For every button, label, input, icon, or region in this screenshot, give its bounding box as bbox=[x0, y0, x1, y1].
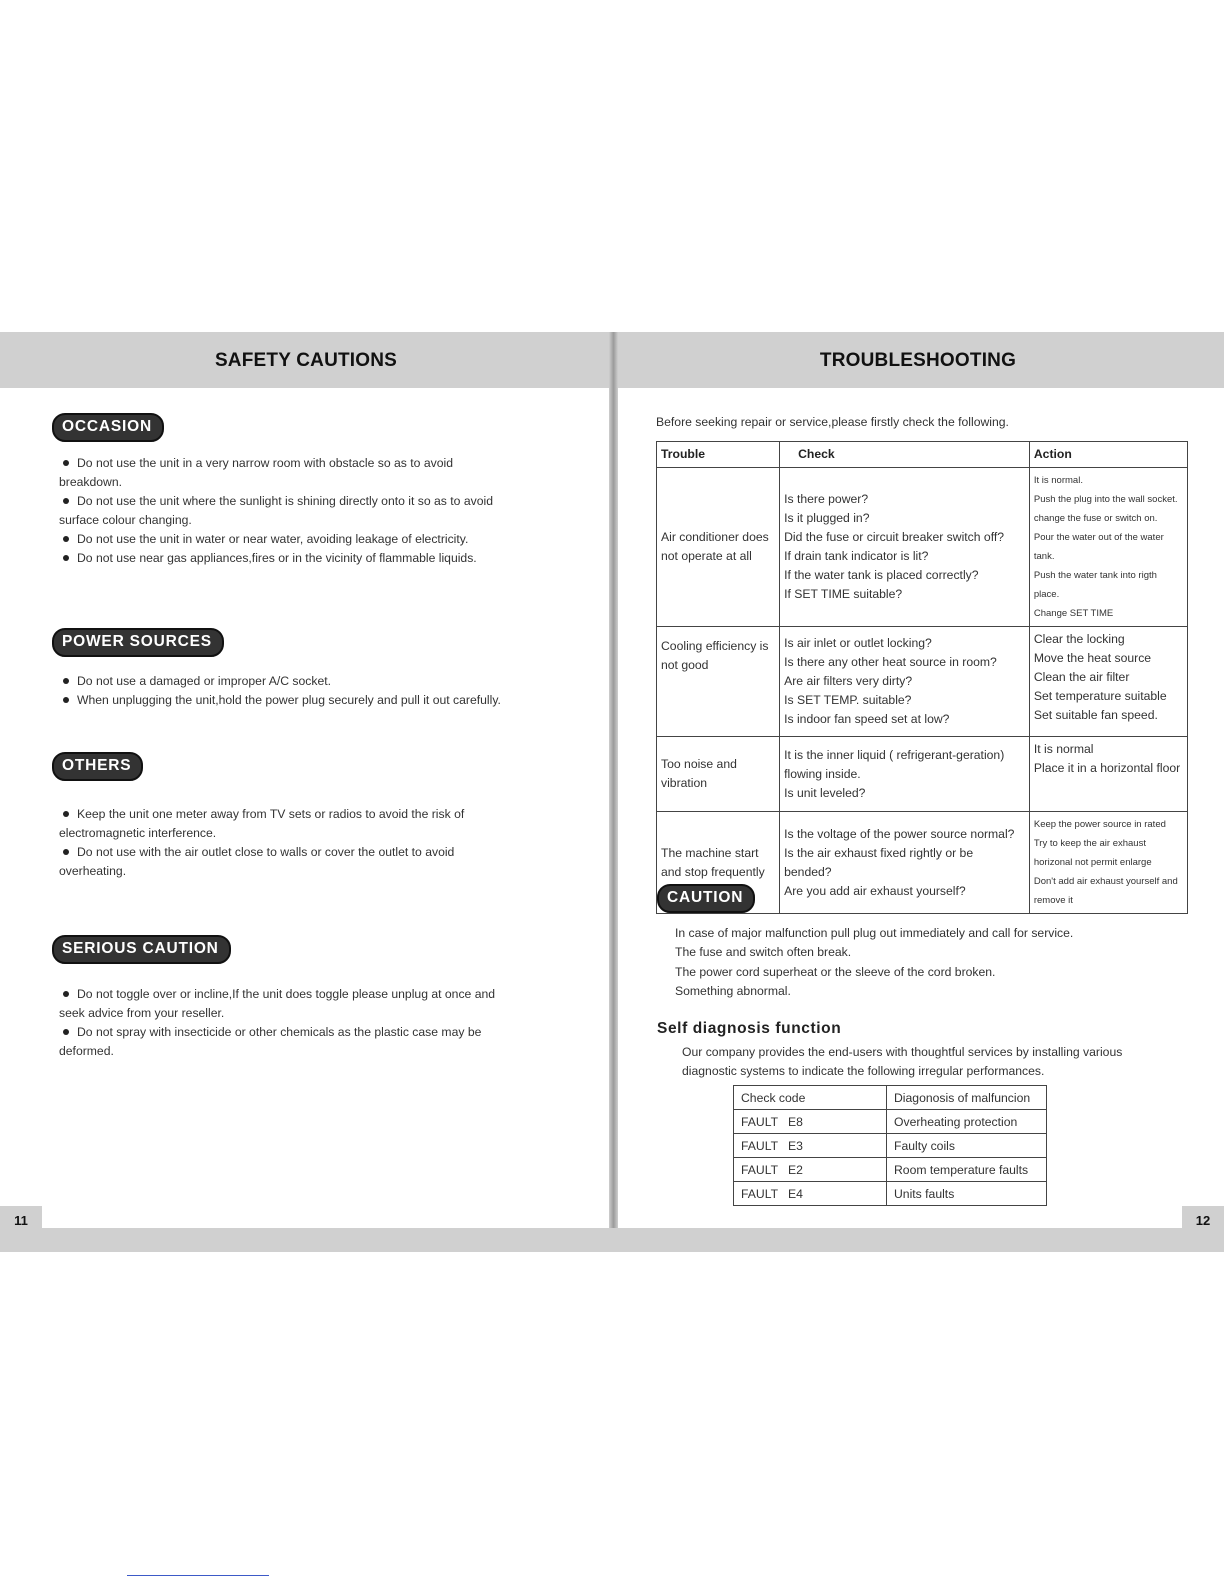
fault-code: FAULT E4 bbox=[734, 1182, 887, 1206]
self-diagnosis-title: Self diagnosis function bbox=[657, 1020, 842, 1037]
action-cell: Keep the power source in rated Try to keep the air exhaust horizonal not permit enlarge Don't add air exhaust yourself and remove it bbox=[1029, 812, 1187, 914]
trouble-cell: Too noise and vibration bbox=[657, 737, 780, 812]
check-cell: Is there power? Is it plugged in? Did the fuse or circuit breaker switch off? If drain tank indicator is lit? If the water tank is placed correctly? If SET TIME suitable? bbox=[780, 468, 1030, 627]
list-item: Do not use a damaged or improper A/C socket. bbox=[59, 672, 509, 691]
troubleshooting-intro: Before seeking repair or service,please firstly check the following. bbox=[656, 415, 1009, 429]
trouble-cell: The machine start and stop frequently bbox=[657, 812, 780, 914]
list-item: Do not spray with insecticide or other chemicals as the plastic case may be deformed. bbox=[59, 1025, 482, 1058]
column-header-diagnosis: Diagonosis of malfuncion bbox=[887, 1086, 1047, 1110]
bullet-icon bbox=[63, 811, 69, 817]
caution-list bbox=[675, 924, 1073, 1001]
right-page-title: TROUBLESHOOTING bbox=[819, 350, 1017, 371]
divider-line bbox=[127, 1575, 269, 1576]
trouble-cell: Air conditioner does not operate at all bbox=[657, 468, 780, 627]
table-row bbox=[657, 468, 1188, 627]
column-header-check: Check bbox=[780, 442, 1030, 468]
power-sources-list bbox=[59, 672, 509, 710]
occasion-list bbox=[59, 454, 509, 568]
list-item: The power cord superheat or the sleeve of the cord broken. bbox=[675, 964, 996, 979]
fault-diagnosis: Faulty coils bbox=[887, 1134, 1047, 1158]
bullet-icon bbox=[63, 536, 69, 542]
list-item: Keep the unit one meter away from TV sets or radios to avoid the risk of electromagnetic interference. bbox=[59, 807, 465, 840]
list-item: When unplugging the unit,hold the power plug securely and pull it out carefully. bbox=[59, 691, 509, 710]
column-header-trouble: Trouble bbox=[657, 442, 780, 468]
footer-band bbox=[0, 1228, 1224, 1252]
section-heading-power-sources: POWER SOURCES bbox=[52, 628, 224, 657]
page-number-left: 11 bbox=[0, 1206, 42, 1252]
table-row bbox=[734, 1110, 1047, 1134]
bullet-icon bbox=[63, 498, 69, 504]
action-cell: It is normal Place it in a horizontal floor bbox=[1029, 737, 1187, 812]
self-diagnosis-description: Our company provides the end-users with thoughtful services by installing various diagnostic systems to indicate the following irregular performances. bbox=[682, 1045, 1123, 1078]
bullet-icon bbox=[63, 460, 69, 466]
list-item: Do not use near gas appliances,fires or in the vicinity of flammable liquids. bbox=[59, 549, 509, 568]
list-item: Something abnormal. bbox=[675, 983, 791, 998]
table-row bbox=[734, 1182, 1047, 1206]
table-row bbox=[734, 1158, 1047, 1182]
list-item: Do not use with the air outlet close to walls or cover the outlet to avoid overheating. bbox=[59, 845, 455, 878]
bullet-icon bbox=[63, 991, 69, 997]
list-item: Do not use the unit in water or near water, avoiding leakage of electricity. bbox=[59, 530, 509, 549]
bullet-icon bbox=[63, 697, 69, 703]
book-spine bbox=[609, 332, 618, 1252]
list-item: Do not toggle over or incline,If the unit does toggle please unplug at once and seek advice from your reseller. bbox=[59, 987, 496, 1020]
column-header-action: Action bbox=[1029, 442, 1187, 468]
list-item: In case of major malfunction pull plug out immediately and call for service. bbox=[675, 926, 1074, 940]
bullet-icon bbox=[63, 678, 69, 684]
fault-diagnosis: Room temperature faults bbox=[887, 1158, 1047, 1182]
fault-diagnosis: Overheating protection bbox=[887, 1110, 1047, 1134]
serious-caution-list bbox=[59, 985, 509, 1061]
page-number-right: 12 bbox=[1182, 1206, 1224, 1252]
table-row bbox=[657, 627, 1188, 737]
bullet-icon bbox=[63, 555, 69, 561]
fault-code: FAULT E3 bbox=[734, 1134, 887, 1158]
list-item: The fuse and switch often break. bbox=[675, 945, 852, 960]
table-header-row bbox=[657, 442, 1188, 468]
bullet-icon bbox=[63, 849, 69, 855]
list-item: Do not use the unit in a very narrow room with obstacle so as to avoid breakdown. bbox=[59, 456, 453, 489]
caution-heading: CAUTION bbox=[657, 884, 755, 913]
action-cell: Clear the locking Move the heat source Clean the air filter Set temperature suitable Set suitable fan speed. bbox=[1029, 627, 1187, 737]
trouble-cell: Cooling efficiency is not good bbox=[657, 627, 780, 737]
fault-code: FAULT E2 bbox=[734, 1158, 887, 1182]
fault-code-table bbox=[733, 1085, 1047, 1206]
check-cell: It is the inner liquid ( refrigerant-geration) flowing inside. Is unit leveled? bbox=[780, 737, 1030, 812]
check-cell: Is the voltage of the power source normal? Is the air exhaust fixed rightly or be bended? Are you add air exhaust yourself? bbox=[780, 812, 1030, 914]
column-header-check-code: Check code bbox=[734, 1086, 887, 1110]
fault-diagnosis: Units faults bbox=[887, 1182, 1047, 1206]
section-heading-others: OTHERS bbox=[52, 752, 143, 781]
fault-code: FAULT E8 bbox=[734, 1110, 887, 1134]
section-heading-serious-caution: SERIOUS CAUTION bbox=[52, 935, 231, 964]
section-heading-occasion: OCCASION bbox=[52, 413, 164, 442]
table-row bbox=[734, 1134, 1047, 1158]
others-list bbox=[59, 805, 509, 881]
troubleshooting-table bbox=[656, 441, 1188, 914]
list-item: Do not use the unit where the sunlight is shining directly onto it so as to avoid surface colour changing. bbox=[59, 494, 493, 527]
manual-spread bbox=[0, 332, 1224, 1252]
action-cell: It is normal. Push the plug into the wall socket. change the fuse or switch on. Pour the water out of the water tank. Push the water tank into rigth place. Change SET TIME bbox=[1029, 468, 1187, 627]
bullet-icon bbox=[63, 1029, 69, 1035]
check-cell: Is air inlet or outlet locking? Is there any other heat source in room? Are air filters very dirty? Is SET TEMP. suitable? Is indoor fan speed set at low? bbox=[780, 627, 1030, 737]
left-page-title: SAFETY CAUTIONS bbox=[214, 350, 398, 371]
table-header-row bbox=[734, 1086, 1047, 1110]
table-row bbox=[657, 737, 1188, 812]
